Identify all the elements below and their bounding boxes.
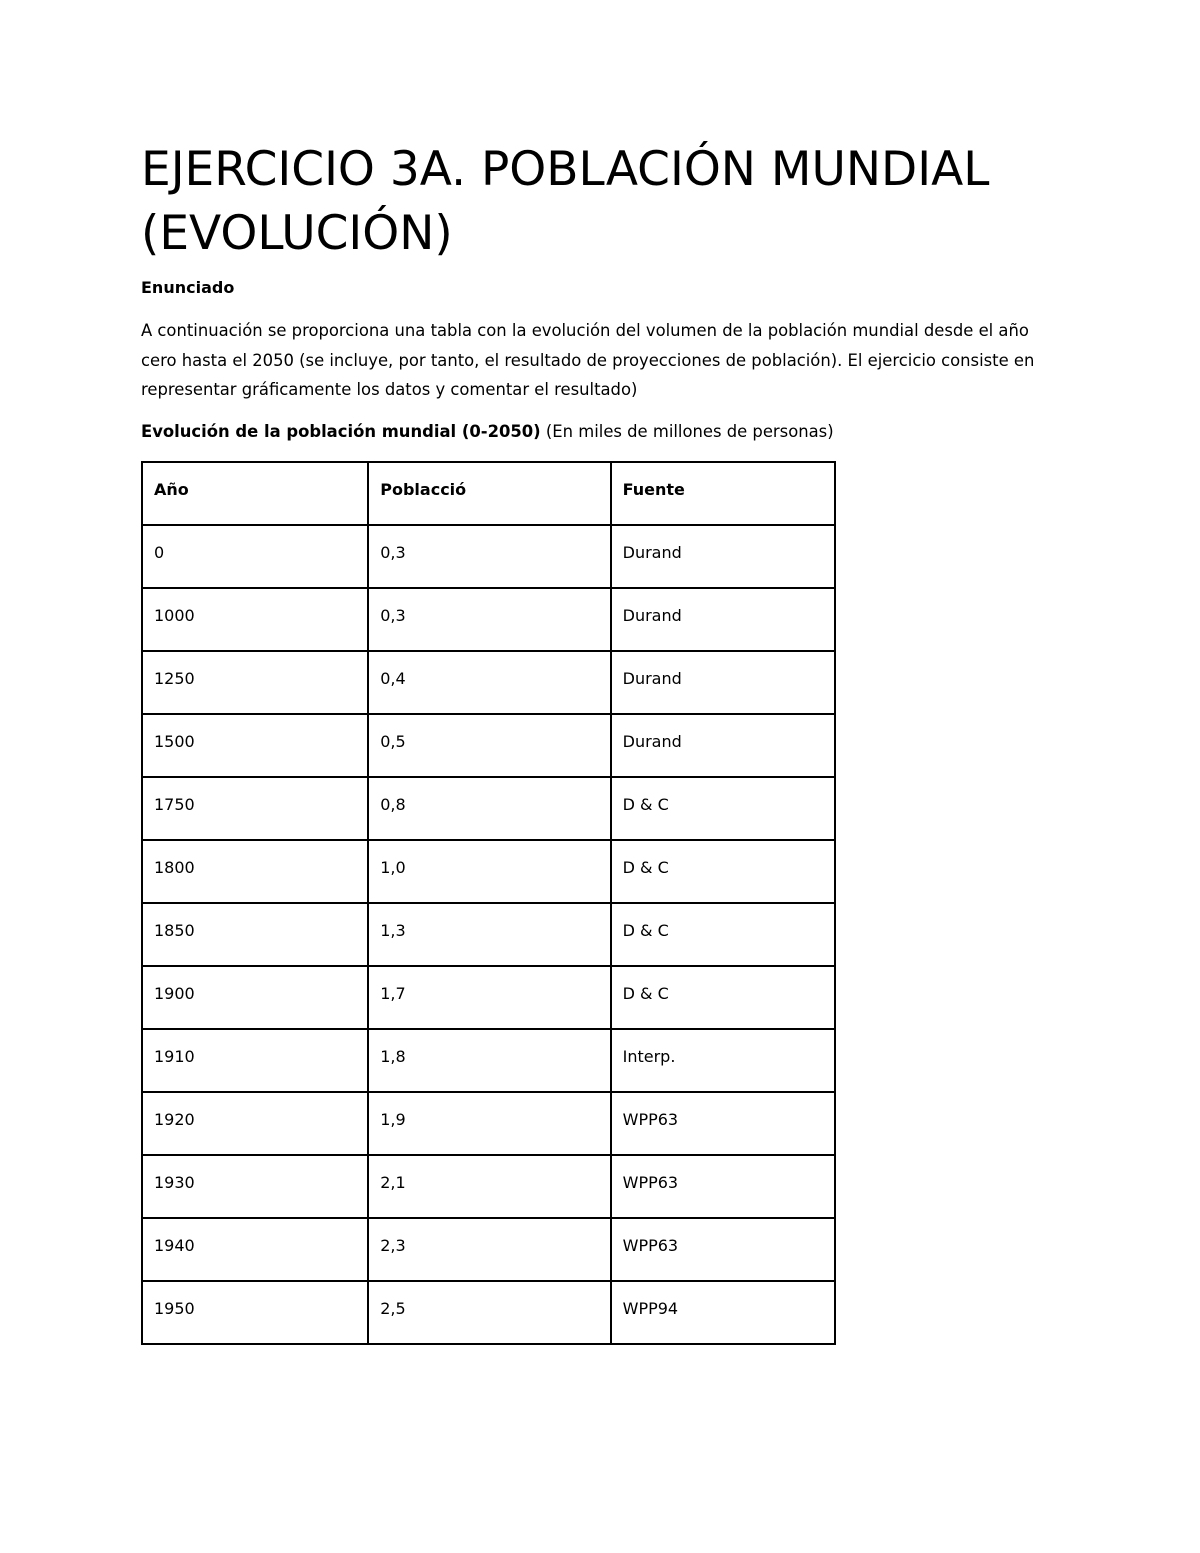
cell-year: 1000: [142, 588, 368, 651]
cell-year: 1750: [142, 777, 368, 840]
cell-population: 2,1: [368, 1155, 610, 1218]
cell-population: 0,3: [368, 588, 610, 651]
table-row: [142, 588, 835, 651]
cell-population: 0,5: [368, 714, 610, 777]
cell-source: D & C: [611, 903, 835, 966]
cell-population: 1,8: [368, 1029, 610, 1092]
cell-year: 1940: [142, 1218, 368, 1281]
header-population: Poblacció: [368, 462, 610, 525]
page-title: [141, 138, 1061, 266]
table-row: [142, 966, 835, 1029]
population-table: [141, 461, 836, 1345]
cell-source: WPP63: [611, 1092, 835, 1155]
cell-source: Durand: [611, 588, 835, 651]
cell-population: 2,3: [368, 1218, 610, 1281]
cell-population: 0,4: [368, 651, 610, 714]
header-source: Fuente: [611, 462, 835, 525]
cell-year: 1800: [142, 840, 368, 903]
cell-population: 0,8: [368, 777, 610, 840]
table-header-row: [142, 462, 835, 525]
table-caption-bold: Evolución de la población mundial (0-2050): [141, 422, 541, 441]
document-page: [141, 138, 1061, 1318]
cell-year: 0: [142, 525, 368, 588]
table-row: [142, 525, 835, 588]
table-row: [142, 840, 835, 903]
table-row: [142, 1155, 835, 1218]
cell-year: 1900: [142, 966, 368, 1029]
cell-population: 2,5: [368, 1281, 610, 1344]
table-row: [142, 1029, 835, 1092]
cell-year: 1500: [142, 714, 368, 777]
cell-year: 1250: [142, 651, 368, 714]
cell-year: 1850: [142, 903, 368, 966]
title-line-2: (EVOLUCIÓN): [141, 206, 453, 261]
cell-source: Durand: [611, 525, 835, 588]
table-row: [142, 651, 835, 714]
cell-source: WPP94: [611, 1281, 835, 1344]
cell-population: 1,3: [368, 903, 610, 966]
cell-source: Durand: [611, 651, 835, 714]
header-year: Año: [142, 462, 368, 525]
cell-source: Interp.: [611, 1029, 835, 1092]
cell-population: 1,7: [368, 966, 610, 1029]
cell-population: 1,0: [368, 840, 610, 903]
table-row: [142, 1281, 835, 1344]
cell-year: 1920: [142, 1092, 368, 1155]
table-row: [142, 1092, 835, 1155]
cell-year: 1950: [142, 1281, 368, 1344]
table-row: [142, 777, 835, 840]
table-caption-units: (En miles de millones de personas): [540, 422, 834, 441]
title-line-1: EJERCICIO 3A. POBLACIÓN MUNDIAL: [141, 142, 990, 197]
cell-source: D & C: [611, 966, 835, 1029]
table-row: [142, 714, 835, 777]
statement-paragraph: A continuación se proporciona una tabla con la evolución del volumen de la población mundial desde el año cero hasta el 2050 (se incluye, por tanto, el resultado de proyecciones de población). El ejercicio consiste en representar gráficamente los datos y comentar el resultado): [141, 321, 1035, 399]
section-heading: Enunciado: [141, 278, 235, 297]
table-row: [142, 903, 835, 966]
cell-year: 1930: [142, 1155, 368, 1218]
table-caption: [141, 422, 834, 442]
cell-source: WPP63: [611, 1218, 835, 1281]
cell-source: D & C: [611, 777, 835, 840]
cell-population: 1,9: [368, 1092, 610, 1155]
cell-source: WPP63: [611, 1155, 835, 1218]
cell-source: Durand: [611, 714, 835, 777]
cell-population: 0,3: [368, 525, 610, 588]
cell-source: D & C: [611, 840, 835, 903]
table-row: [142, 1218, 835, 1281]
cell-year: 1910: [142, 1029, 368, 1092]
